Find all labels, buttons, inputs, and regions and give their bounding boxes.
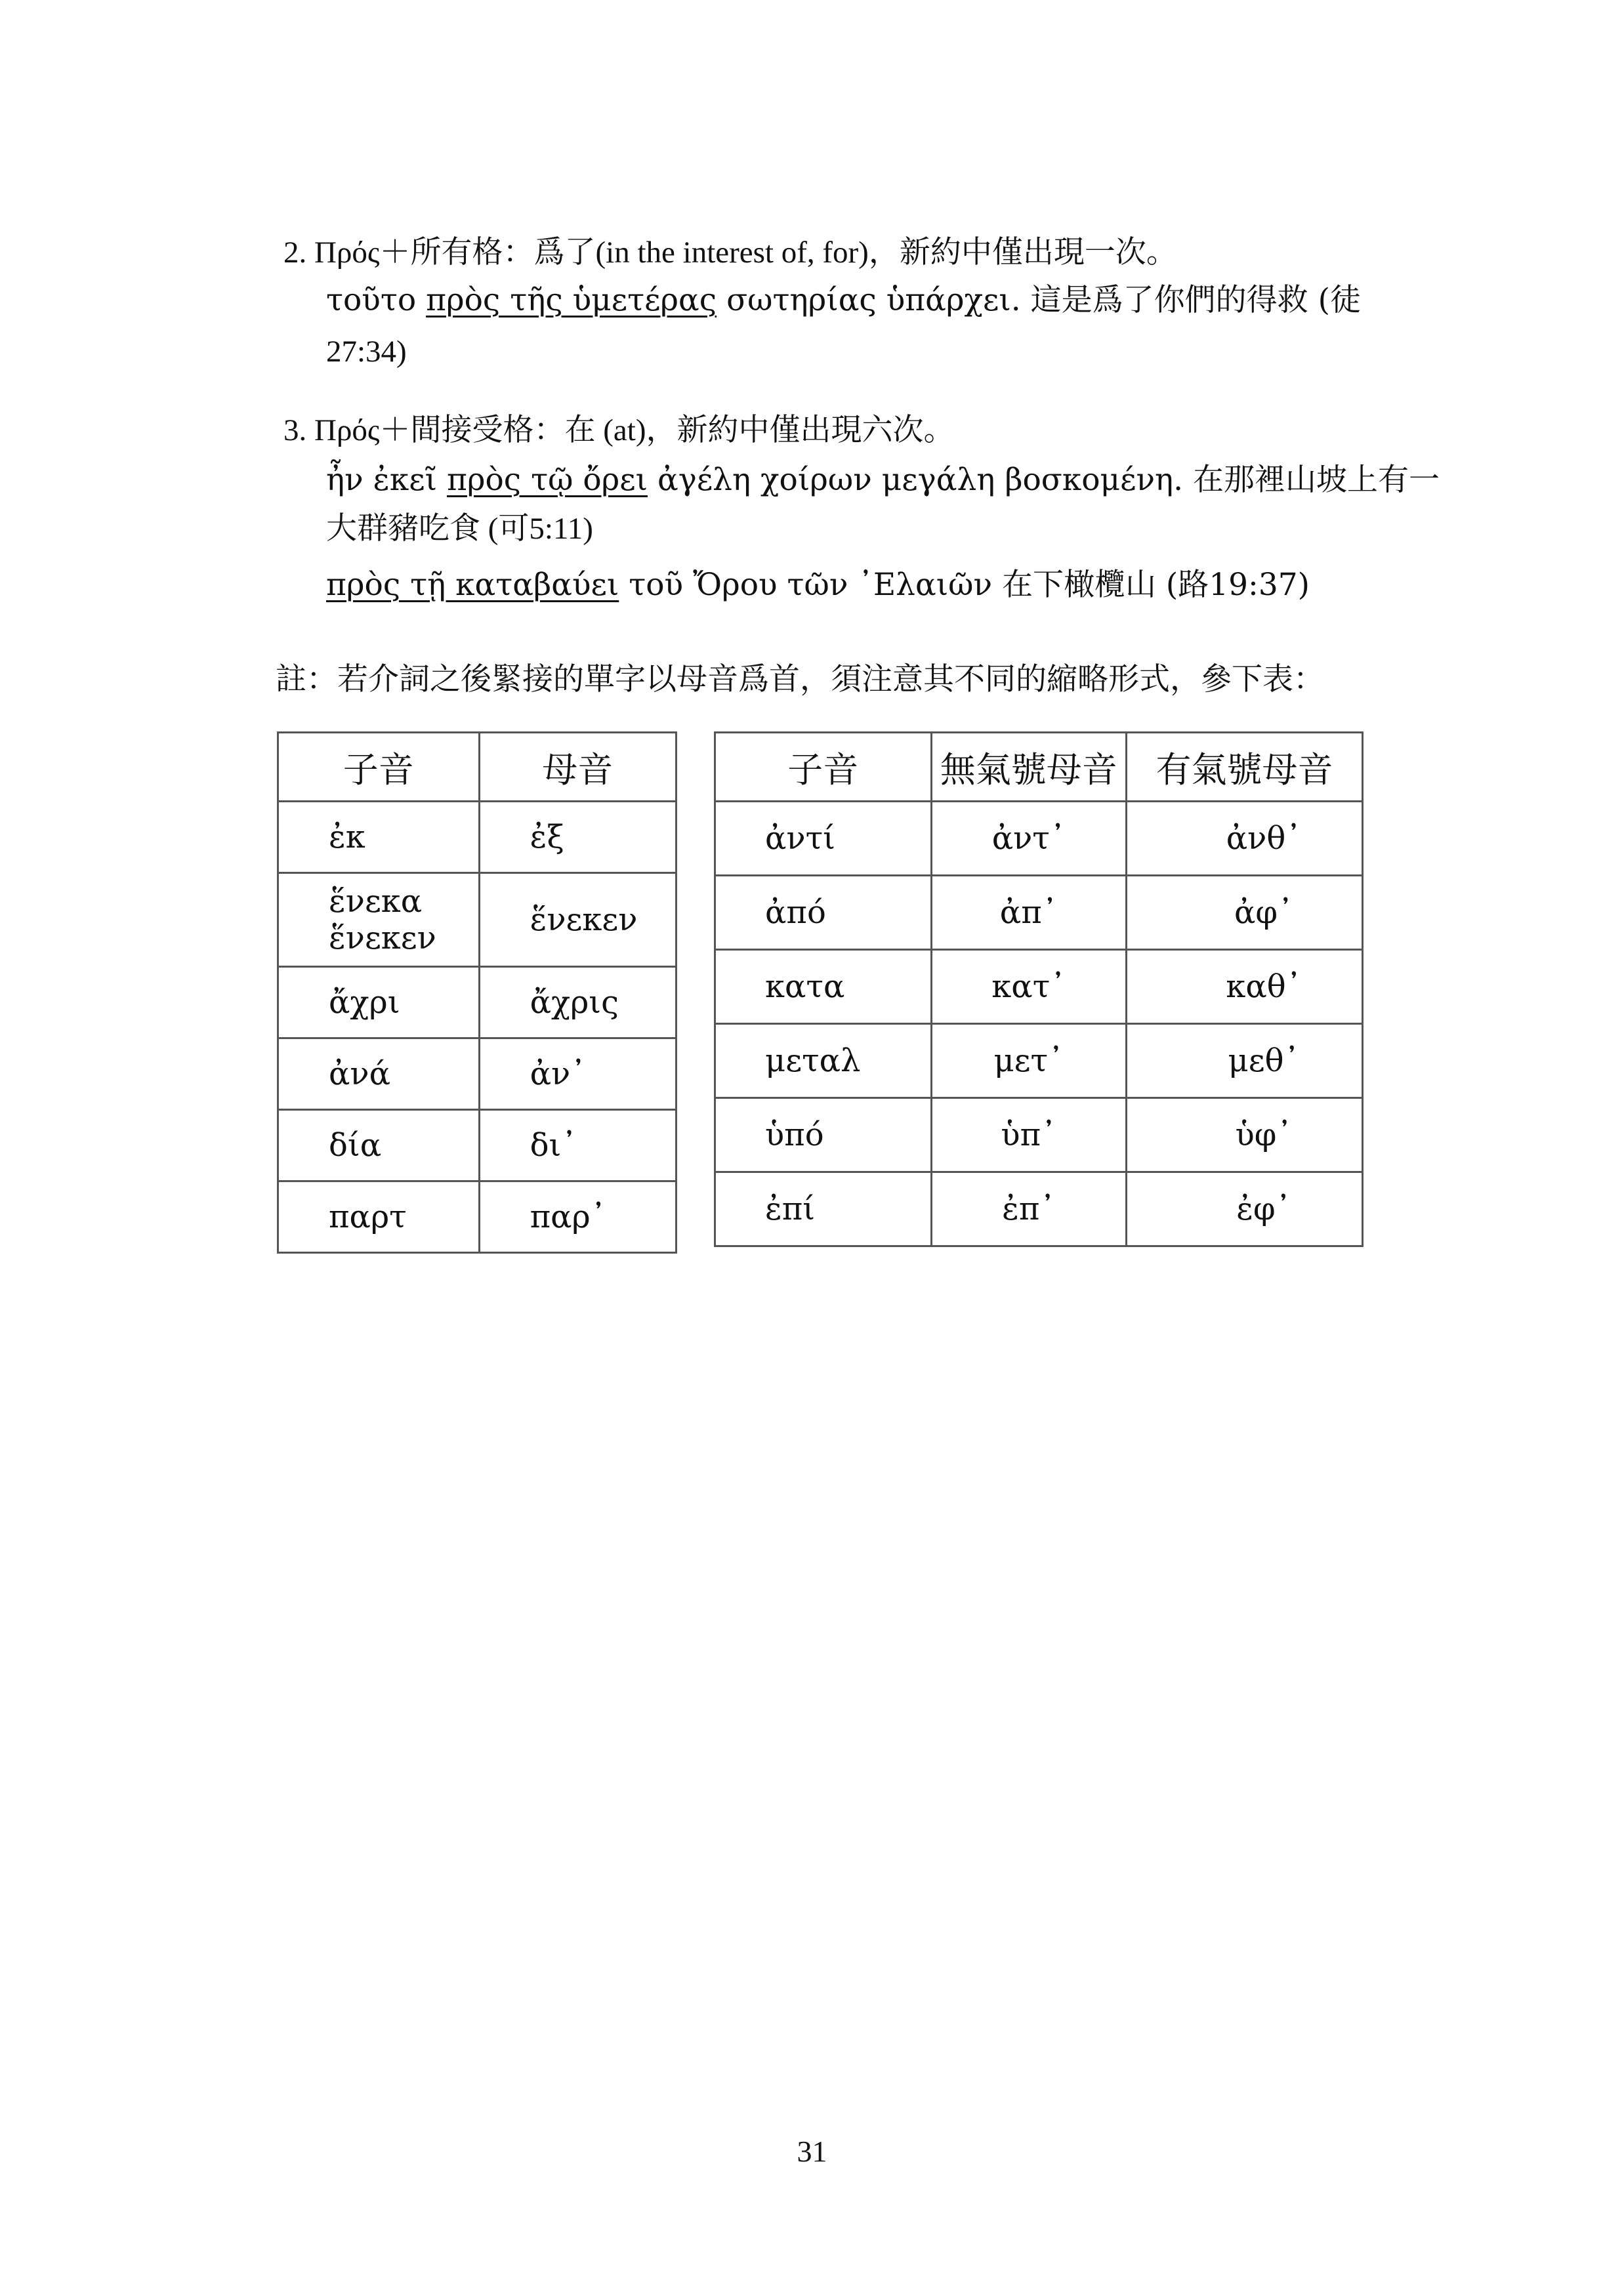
table2-header-unaspirated: 無氣號母音: [931, 733, 1126, 802]
table2-cell: κατ᾿: [931, 950, 1126, 1024]
table1-header-consonant: 子音: [278, 733, 480, 802]
item3-ex2-post: τοῦ Ὄρου τῶν ᾿Ελαιῶν 在下橄欖山 (路19:37): [619, 567, 1310, 603]
table1-cell: ἐκ: [278, 802, 480, 873]
item2-example-underlined: πρὸς τῆς ὑμετέρας: [426, 282, 717, 318]
table1-cell: δι᾿: [479, 1110, 676, 1181]
table-row: [278, 967, 677, 1038]
table-row: [715, 1024, 1363, 1098]
item2-heading: 2. Πρός＋所有格：爲了(in the interest of, for)，新約中僅出現一次。: [283, 236, 1177, 270]
item3-ex1-underlined: πρὸς τῷ ὄρει: [446, 462, 648, 498]
item3-ex1-post: ἀγέλη χοίρων μεγάλη βοσκομένη. 在那裡山坡上有一: [648, 462, 1440, 498]
table2-cell: ὑφ᾿: [1126, 1098, 1362, 1172]
table-row: [278, 1181, 677, 1253]
table1-cell: ἀνά: [278, 1038, 480, 1110]
table2-cell: ἀνθ᾿: [1126, 802, 1362, 876]
table2-cell: ἀπό: [715, 876, 932, 950]
table2-cell: ἐπ᾿: [931, 1172, 1126, 1246]
table-row: [278, 802, 677, 873]
table1-cell: παρτ: [278, 1181, 480, 1253]
table1-cell: ἕνεκα ἕνεκεν: [278, 873, 480, 967]
table2-cell: μεθ᾿: [1126, 1024, 1362, 1098]
table1-cell: ἀν᾿: [479, 1038, 676, 1110]
table2-cell: καθ᾿: [1126, 950, 1362, 1024]
table2-cell: ὑπ᾿: [931, 1098, 1126, 1172]
table1-header-row: [278, 733, 677, 802]
table2-cell: ἀντ᾿: [931, 802, 1126, 876]
item3-example-1: [326, 462, 1440, 499]
page-number: 31: [797, 2135, 827, 2168]
item2-example-post: σωτηρίας ὑπάρχει. 這是爲了你們的得救 (徒: [717, 282, 1361, 318]
table-row: [715, 802, 1363, 876]
table1-cell: ἐξ: [479, 802, 676, 873]
table1-header-vowel: 母音: [479, 733, 676, 802]
table1-cell: δία: [278, 1110, 480, 1181]
item2-example: [326, 282, 1361, 319]
item3-ex1-pre: ἦν ἐκεῖ: [326, 462, 447, 498]
table1-cell: ἄχρι: [278, 967, 480, 1038]
table-row: [715, 876, 1363, 950]
table1-cell: ἄχρις: [479, 967, 676, 1038]
table2-cell: ἐπί: [715, 1172, 932, 1246]
table2-cell: ἀντί: [715, 802, 932, 876]
table1-cell: ἕνεκεν: [479, 873, 676, 967]
note: 註：若介詞之後緊接的單字以母音爲首，須注意其不同的縮略形式，參下表：: [276, 663, 1324, 697]
table-row: [278, 1038, 677, 1110]
table2-cell: μετ᾿: [931, 1024, 1126, 1098]
item3-ex2-underlined: πρὸς τῇ καταβαύει: [326, 567, 619, 603]
table-row: [278, 873, 677, 967]
table2-header-consonant: 子音: [715, 733, 932, 802]
table2-cell: κατα: [715, 950, 932, 1024]
contraction-table-1: [277, 731, 677, 1254]
item3-heading: 3. Πρός＋間接受格：在 (at)，新約中僅出現六次。: [283, 413, 955, 447]
table2-cell: ὑπό: [715, 1098, 932, 1172]
table-row: [715, 1172, 1363, 1246]
table2-cell: ἀπ᾿: [931, 876, 1126, 950]
item2-example-cont: 27:34): [326, 335, 407, 369]
table-row: [715, 1098, 1363, 1172]
table2-header-aspirated: 有氣號母音: [1126, 733, 1362, 802]
table2-cell: ἐφ᾿: [1126, 1172, 1362, 1246]
table-row: [278, 1110, 677, 1181]
table2-header-row: [715, 733, 1363, 802]
contraction-table-2: [714, 731, 1364, 1247]
item3-example-2: [326, 567, 1310, 604]
table1-cell: παρ᾿: [479, 1181, 676, 1253]
item2-example-pre: τοῦτο: [326, 282, 427, 318]
table2-cell: ἀφ᾿: [1126, 876, 1362, 950]
table2-cell: μεταλ: [715, 1024, 932, 1098]
item3-example-1-cont: 大群豬吃食 (可5:11): [326, 512, 593, 546]
table-row: [715, 950, 1363, 1024]
